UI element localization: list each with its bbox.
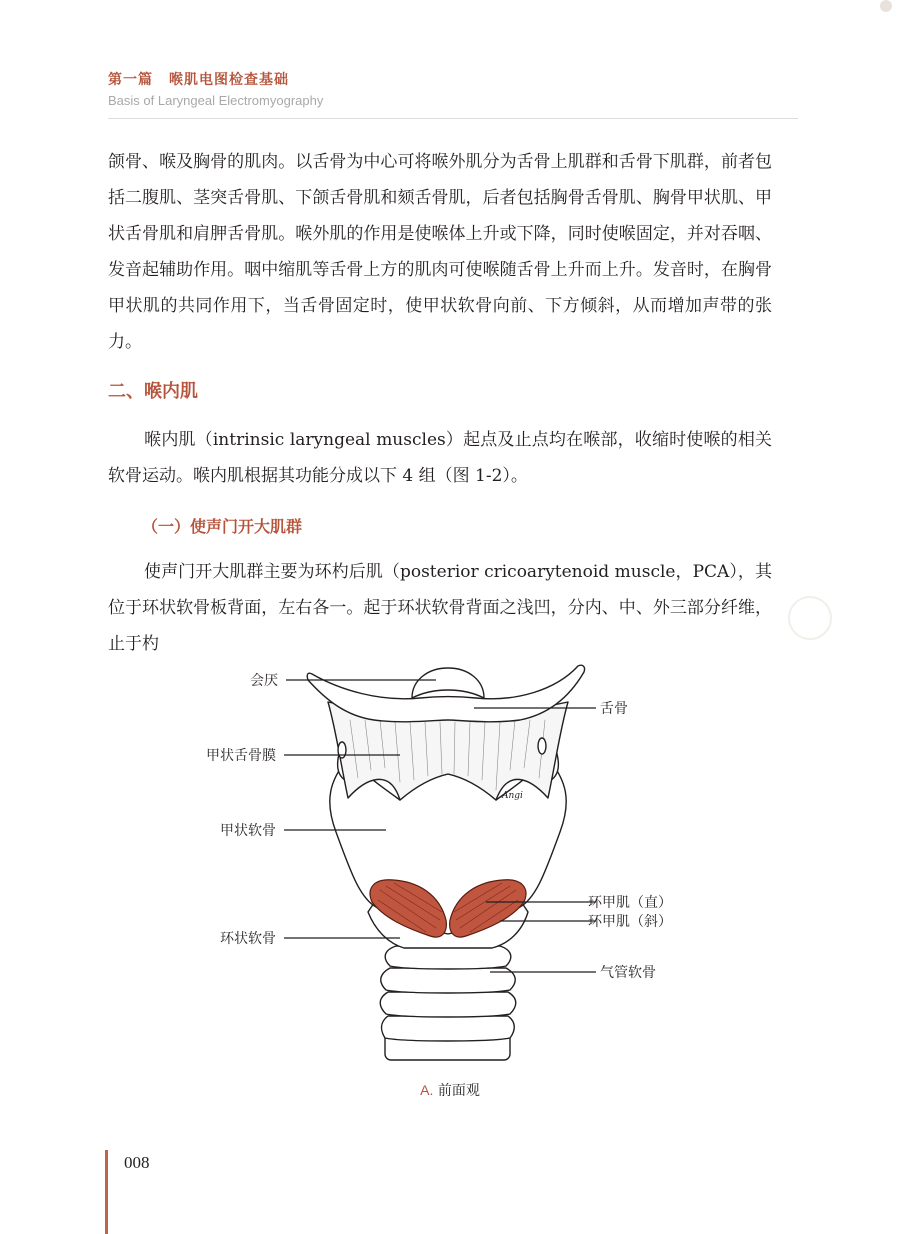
label-hyoid: 舌骨 <box>600 701 628 717</box>
section-title-intrinsic-muscles: 二、喉内肌 <box>108 381 198 402</box>
epiglottis-shape <box>412 668 484 698</box>
paragraph-pca-text: 使声门开大肌群主要为环杓后肌（posterior cricoarytenoid muscle，PCA），其位于环状软骨板背面，左右各一。起于环状软骨背面之浅凹，分内、中、外三部分纤维，止于杓 <box>108 562 772 654</box>
label-cricoid-cartilage: 环状软骨 <box>220 931 276 947</box>
label-cricothyroid-oblique: 环甲肌（斜） <box>588 914 672 930</box>
header-chapter-title: 喉肌电图检查基础 <box>169 72 289 88</box>
watermark-seal <box>788 596 832 640</box>
thyroid-cartilage-shape <box>330 758 566 934</box>
caption-letter: A. <box>420 1082 434 1098</box>
page-number: 008 <box>124 1153 150 1172</box>
label-epiglottis: 会厌 <box>250 673 278 689</box>
page-number-bar <box>105 1150 108 1234</box>
paragraph-extrinsic-muscles: 颌骨、喉及胸骨的肌肉。以舌骨为中心可将喉外肌分为舌骨上肌群和舌骨下肌群，前者包括二腹肌、茎突舌骨肌、下颌舌骨肌和颏舌骨肌，后者包括胸骨舌骨肌、胸骨甲状肌、甲状舌骨肌和肩胛舌骨肌。喉外肌的作用是使喉体上升或下降，同时使喉固定，并对吞咽、发音起辅助作用。咽中缩肌等舌骨上方的肌肉可使喉随舌骨上升而上升。发音时，在胸骨甲状肌的共同作用下，当舌骨固定时，使甲状软骨向前、下方倾斜，从而增加声带的张力。 <box>108 152 772 352</box>
label-tracheal-cartilage: 气管软骨 <box>600 965 656 981</box>
trachea <box>380 946 516 1060</box>
label-thyroid-cartilage: 甲状软骨 <box>220 823 276 839</box>
caption-text: 前面观 <box>437 1083 480 1099</box>
header-title <box>108 70 323 90</box>
subsection-title-glottis-openers: （一）使声门开大肌群 <box>142 517 303 536</box>
corner-mark <box>880 0 892 12</box>
paragraph-pca <box>108 554 772 662</box>
larynx-figure <box>190 650 710 1070</box>
artist-signature: Angi <box>502 791 523 801</box>
header-part: 第一篇 <box>108 72 153 88</box>
figure-caption <box>0 1080 900 1100</box>
label-thyrohyoid-membrane: 甲状舌骨膜 <box>206 748 276 764</box>
header-subtitle: Basis of Laryngeal Electromyography <box>108 93 324 108</box>
paragraph-intrinsic-muscles-text: 喉内肌（intrinsic laryngeal muscles）起点及止点均在喉部，收缩时使喉的相关软骨运动。喉内肌根据其功能分成以下 4 组（图 1-2）。 <box>108 430 772 486</box>
header-divider <box>108 118 798 119</box>
larynx-illustration <box>190 650 710 1070</box>
running-header <box>108 70 323 110</box>
label-cricothyroid-straight: 环甲肌（直） <box>588 895 672 911</box>
paragraph-intrinsic-muscles <box>108 422 772 494</box>
